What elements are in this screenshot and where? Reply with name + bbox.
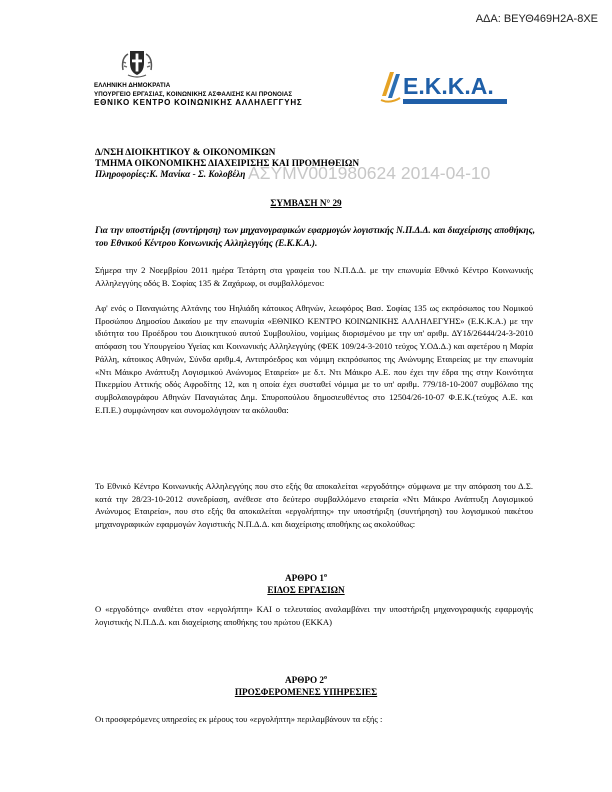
department-info: Πληροφορίες:Κ. Μανίκα - Σ. Κολοβέλη — [95, 170, 246, 180]
header-line-1: ΕΛΛΗΝΙΚΗ ΔΗΜΟΚΡΑΤΙΑ — [94, 82, 171, 89]
article-1-heading — [0, 570, 612, 596]
paragraph-parties: Αφ' ενός ο Παναγιώτης Αλτάνης του Ηηλιάδη κάτοικος Αθηνών, λεωφόρος Βασ. Σοφίας 135 ως εκπρόσωπος του Νομικού Προσώπου Δημοσίου Δικαίου με την επωνυμία «ΕΘΝΙΚΟ ΚΕΝΤΡΟ ΚΟΙΝΩΝΙΚΗΣ ΑΛΛΗΛΕΓΥΗΣ» (Ε.Κ.Κ.Α.) με την ιδιότητα του Προέδρου του Διοικητικού αυτού Συμβουλίου, νομίμως διορισμένου με την υπ' αριθμ. ΔΥ1δ/26444/24-3-2010 απόφαση του Υπουργείου Υγείας και Κοινωνικής Αλληλεγγύης (ΦΕΚ 109/24-3-2010 τεύχος Υ.ΟΔ.Δ.) και αφετέρου η Μαρία Ράλλη, κάτοικος Αθηνών, Σύνδα αριθμ.4, Αντιπρόεδρος και νόμιμη εκπρόσωπος της Ανώνυμης Εταιρείας με την επωνυμία «Ντι Μάικρο Ανάπτυξη Λογισμικού Ανώνυμος Εταιρεία» με δ.τ. Ντι Μάικρο Α.Ε. που έχει την έδρα της στην Κοινότητα Πικερμίου Αττικής οδός Αφροδίτης 12, και η οποία έχει συσταθεί νόμιμα με το υπ' αριθμ. 779/18-10-2007 συμβόλαιο της συμβολαιογράφου Αθηνών Παναγιώτας Δημ. Σπυροπούλου δημοσιευθέντος στο 12504/26-10-07 Φ.Ε.Κ.(τεύχος Α.Ε. και Ε.Π.Ε.) συμφώνησαν και συνομολόγησαν τα ακόλουθα: — [95, 303, 533, 415]
contract-subject: Για την υποστήριξη (συντήρηση) των μηχανογραφικών εφαρμογών λογιστικής Ν.Π.Δ.Δ. και διαχείρισης αποθήκης, του Εθνικού Κέντρου Κοινωνικής Αλληλεγγύης (Ε.Κ.Κ.Α.). — [95, 225, 535, 248]
article-2-number: ΑΡΘΡΟ 2 — [284, 675, 325, 686]
article-2-sup: ο — [324, 675, 328, 681]
ekka-logo — [380, 68, 510, 108]
article-2-title: ΠΡΟΣΦΕΡΟΜΕΝΕΣ ΥΠΗΡΕΣΙΕΣ — [234, 687, 378, 698]
ada-code: ΑΔΑ: ΒΕΥΘ469Η2Α-8ΧΕ — [475, 13, 598, 25]
article-1-title: ΕΙΔΟΣ ΕΡΓΑΣΙΩΝ — [267, 585, 345, 596]
diavgeia-stamp: ΑΣΥΜV001980624 2014-04-10 — [248, 163, 491, 183]
article-1-sup: ο — [324, 573, 328, 579]
greek-coat-of-arms-icon — [120, 46, 154, 78]
paragraph-assignment: Το Εθνικό Κέντρο Κοινωνικής Αλληλεγγύης που στο εξής θα αποκαλείται «εργοδότης» σύμφωνα με την απόφαση του Δ.Σ. κατά την 28/23-10-2012 συνεδρίαση, ανέθεσε στο δεύτερο συμβαλλόμενο εταιρεία «Ντι Μάικρο Ανάπτυξη Λογισμικού Ανώνυμος Εταιρεία», που στο εξής θα αποκαλείται «εργολήπτης» την υποστήριξη (συντήρηση) του λογισμικού πακέτου μηχανογραφικών εφαρμογών λογιστικής Ν.Π.Δ.Δ. και διαχείρισης αποθήκης ως ακολούθως: — [95, 481, 533, 530]
article-1-number: ΑΡΘΡΟ 1 — [284, 573, 325, 584]
department-line-2: ΤΜΗΜΑ ΟΙΚΟΝΟΜΙΚΗΣ ΔΙΑΧΕΙΡΙΣΗΣ ΚΑΙ ΠΡΟΜΗΘΕΙΩΝ — [95, 159, 360, 169]
paragraph-date: Σήμερα την 2 Νοεμβρίου 2011 ημέρα Τετάρτη στα γραφεία του Ν.Π.Δ.Δ. με την επωνυμία Εθνικό Κέντρο Κοινωνικής Αλληλεγγύης οδός Β. Σοφίας 135 & Ζαχάρωφ, οι συμβαλλόμενοι: — [95, 265, 533, 288]
department-line-1: Δ/ΝΣΗ ΔΙΟΙΚΗΤΙΚΟΥ & ΟΙΚΟΝΟΜΙΚΩΝ — [95, 148, 276, 158]
header-line-2: ΥΠΟΥΡΓΕΙΟ ΕΡΓΑΣΙΑΣ, ΚΟΙΝΩΝΙΚΗΣ ΑΣΦΑΛΙΣΗΣ ΚΑΙ ΠΡΟΝΟΙΑΣ — [94, 90, 293, 98]
article-2-heading — [0, 672, 612, 698]
contract-title: ΣΥΜΒΑΣΗ Ν° 29 — [270, 198, 342, 208]
ekka-logo-text: Ε.Κ.Κ.Α. — [403, 73, 494, 99]
ministry-header — [94, 82, 303, 108]
header-line-3: ΕΘΝΙΚΟ ΚΕΝΤΡΟ ΚΟΙΝΩΝΙΚΗΣ ΑΛΛΗΛΕΓΓΥΗΣ — [94, 98, 303, 108]
paragraph-article-2: Οι προσφερόμενες υπηρεσίες εκ μέρους του «εργολήπτη» περιλαμβάνουν τα εξής : — [95, 714, 383, 724]
paragraph-article-1: Ο «εργοδότης» αναθέτει στον «εργολήπτη» ΚΑΙ ο τελευταίος αναλαμβάνει την υποστήριξη μηχανογραφικής εφαρμογής λογιστικής Ν.Π.Δ.Δ. και διαχείρισης αποθήκης του πρώτου (ΕΚΚΑ) — [95, 604, 533, 627]
